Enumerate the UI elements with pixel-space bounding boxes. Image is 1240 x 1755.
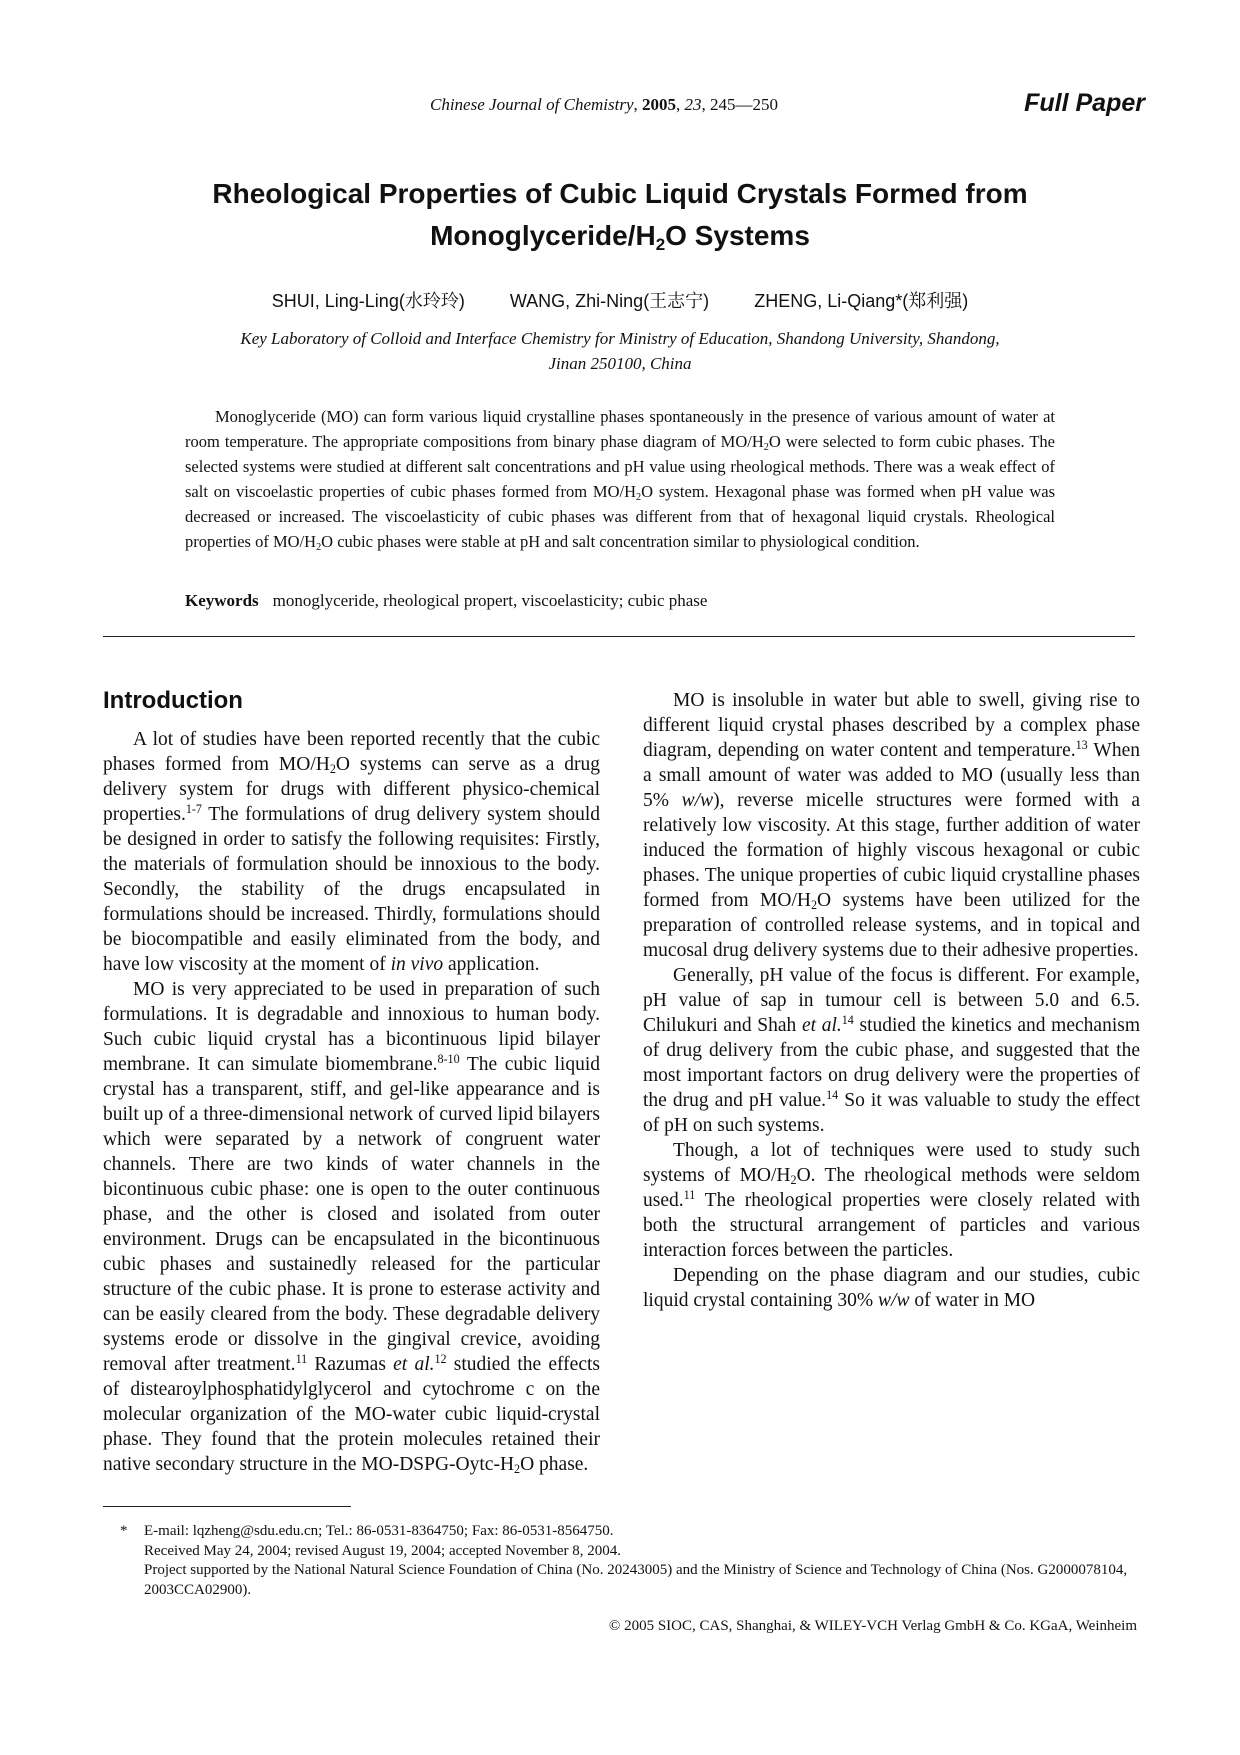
citation-ref: 11 [683,1188,696,1202]
footnote-divider [103,1506,351,1507]
body-text: O systems have been utilized for the preparation of controlled release systems, and in topical and mucosal drug delivery systems due to their adhesive properties. [643,890,1140,961]
body-text: O systems can serve as a drug delivery system for drugs with different physico-chemical properties. [103,754,601,825]
italic-text: w/w [681,790,714,811]
copyright-notice: © 2005 SIOC, CAS, Shanghai, & WILEY-VCH Verlag GmbH & Co. KGaA, Weinheim [608,1618,1137,1634]
abstract [185,404,1055,554]
paragraph-3 [643,688,1140,963]
journal-year: 2005 [642,95,677,114]
citation-ref: 1-7 [185,802,202,816]
footnote-email [120,1522,1138,1542]
subscript: 2 [514,1462,521,1476]
author-2: WANG, Zhi-Ning(王志宁) [509,291,710,311]
citation-ref: 12 [434,1352,447,1366]
body-text: The rheological properties were closely related with both the structural arrangement of particles and various interaction forces between the particles. [643,1190,1140,1261]
subscript: 2 [316,542,322,553]
body-text: O. The rheological methods were seldom used. [643,1165,1141,1211]
author-1: SHUI, Ling-Ling(水玲玲) [271,291,465,311]
footnote-text: Received May 24, 2004; revised August 19, 2004; accepted November 8, 2004. [144,1542,621,1559]
author-list [100,287,1140,313]
body-text: studied the kinetics and mechanism of drug delivery from the cubic phase, and suggested that the most important factors on drug delivery were the properties of the drug and pH value. [643,1015,1140,1111]
italic-text: et al. [393,1354,435,1375]
author-3: ZHENG, Li-Qiang*(郑利强) [754,291,969,311]
citation-ref: 13 [1075,738,1088,752]
body-text: studied the effects of distearoylphosphatidylglycerol and cytochrome c on the molecular organization of the MO-water cubic liquid-crystal phase. They found that the protein molecules retained their native secondary structure in the MO-DSPG-Oytc-H [103,1354,600,1475]
citation-ref: 11 [295,1352,308,1366]
affiliation-line-1: Key Laboratory of Colloid and Interface Chemistry for Ministry of Education, Shandong University, Shandong, [240,329,1000,348]
keywords [185,591,1055,611]
title-line-2b: O Systems [665,220,810,251]
body-text: The cubic liquid crystal has a transparent, stiff, and gel-like appearance and is built up of a three-dimensional network of curved lipid bilayers which were separated by a network of congruent water channels. There are two kinds of water channels in the bicontinuous cubic phase: one is open to the outer continuous phase, and the other is closed and isolated from outer environment. Drugs can be encapsulated in the bicontinuous cubic phases and sustainedly released for the particular structure of the cubic phase. It is prone to esterase activity and can be easily cleared from the body. These degradable delivery systems erode or dissolve in the gingival crevice, avoiding removal after treatment. [103,1054,600,1375]
citation-ref: 14 [826,1088,839,1102]
right-column [643,688,1140,1313]
body-text: MO is very appreciated to be used in preparation of such formulations. It is degradable and innoxious to human body. Such cubic liquid crystal has a bicontinuous lipid bilayer membrane. It can simulate biomembrane. [103,979,600,1075]
italic-text: w/w [878,1290,910,1311]
citation-ref: 8-10 [437,1052,460,1066]
affiliation-line-2: Jinan 250100, China [548,354,692,373]
section-title-introduction: Introduction [103,687,243,714]
subscript: 2 [636,492,642,503]
abstract-text: Monoglyceride (MO) can form various liquid crystalline phases spontaneously in the presence of various amount of water at room temperature. The appropriate compositions from binary phase diagram of MO/H [185,407,1055,451]
subscript: 2 [790,1173,797,1187]
body-text: Depending on the phase diagram and our studies, cubic liquid crystal containing 30% [643,1265,1140,1311]
footnotes [120,1522,1138,1600]
title-subscript: 2 [655,235,666,254]
body-text: application. [443,954,540,975]
footnote-text: Project supported by the National Natural Science Foundation of China (No. 20243005) and the Ministry of Science and Technology of China (Nos. G2000078104, 2003CCA02900). [144,1562,1128,1598]
footnote-mark: * [120,1523,128,1539]
body-text: A lot of studies have been reported recently that the cubic phases formed from MO/H [103,729,600,775]
body-text: So it was valuable to study the effect of pH on such systems. [643,1090,1140,1136]
body-text: Razumas [307,1354,394,1375]
journal-citation: Chinese Journal of Chemistry, 2005, 23, 245—250 [430,95,779,114]
subscript: 2 [329,762,336,776]
body-text: O phase. [520,1454,589,1475]
body-text: ), reverse micelle structures were formed with a relatively low viscosity. At this stage, further addition of water induced the formation of highly viscous hexagonal or cubic phases. The unique properties of cubic liquid crystalline phases formed from MO/H [643,790,1141,911]
footnote-support [120,1561,1138,1600]
subscript: 2 [810,898,818,912]
left-column [103,688,600,1477]
paragraph-2 [103,977,600,1477]
journal-volume: 23 [684,95,702,114]
paragraph-6 [643,1263,1140,1313]
body-text: of water in MO [909,1290,1036,1311]
keywords-text: monoglyceride, rheological propert, viscoelasticity; cubic phase [272,591,708,610]
abstract-text: O cubic phases were stable at pH and salt concentration similar to physiological condition. [321,532,920,551]
body-text: When a small amount of water was added to MO (usually less than 5% [643,740,1140,811]
header-divider [103,636,1135,637]
abstract-text: O system. Hexagonal phase was formed when pH value was decreased or increased. The viscoelasticity of cubic phases was different from that of hexagonal liquid crystals. Rheological properties of MO/H [185,482,1055,551]
paper-title [100,173,1140,257]
affiliation [190,326,1050,376]
subscript: 2 [763,442,769,453]
paper-type: Full Paper [1024,89,1145,117]
abstract-text: O were selected to form cubic phases. The selected systems were studied at different salt concentrations and pH value using rheological methods. There was a weak effect of salt on viscoelastic properties of cubic phases formed from MO/H [185,432,1055,501]
body-text: Generally, pH value of the focus is different. For example, pH value of sap in tumour cell is between 5.0 and 6.5. Chilukuri and Shah [643,965,1140,1036]
paragraph-5 [643,1138,1140,1263]
footnote-received [120,1542,1138,1562]
keywords-label: Keywords [185,591,259,610]
citation-ref: 14 [841,1013,854,1027]
title-line-2a: Monoglyceride/H [430,220,656,251]
footnote-text: E-mail: lqzheng@sdu.edu.cn; Tel.: 86-0531-8364750; Fax: 86-0531-8564750. [144,1523,614,1539]
journal-name: Chinese Journal of Chemistry [430,95,634,114]
paragraph-1 [103,727,600,977]
journal-pages: 245—250 [710,95,779,114]
title-line-1: Rheological Properties of Cubic Liquid Crystals Formed from [212,178,1028,209]
italic-text: et al. [801,1015,842,1036]
body-text: Though, a lot of techniques were used to study such systems of MO/H [643,1140,1140,1186]
paragraph-4 [643,963,1140,1138]
body-text: The formulations of drug delivery system should be designed in order to satisfy the following requisites: Firstly, the materials of formulation should be innoxious to the body. Secondly, the stability of the drugs encapsulated in formulations should be increased. Thirdly, formulations should be biocompatible and easily eliminated from the body, and have low viscosity at the moment of [103,804,600,975]
italic-text: in vivo [390,954,444,975]
body-text: MO is insoluble in water but able to swell, giving rise to different liquid crystal phases described by a complex phase diagram, depending on water content and temperature. [643,690,1140,761]
